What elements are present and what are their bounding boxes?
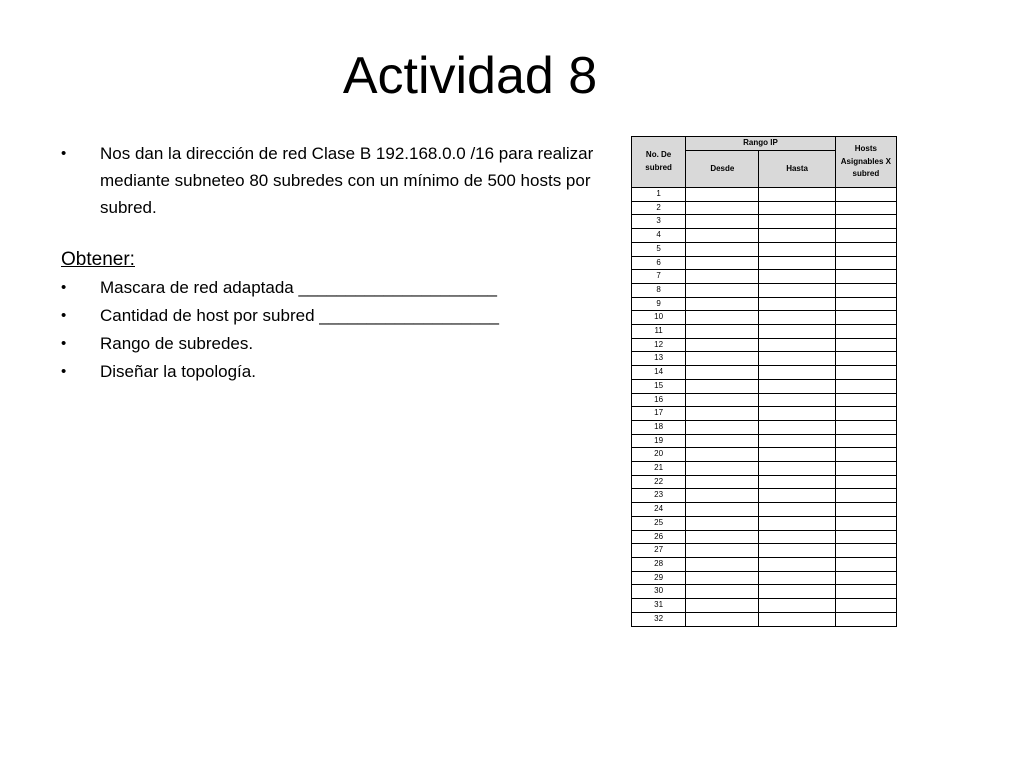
to-cell — [759, 188, 835, 202]
hosts-cell — [835, 379, 896, 393]
from-cell — [686, 188, 759, 202]
from-cell — [686, 448, 759, 462]
table-row — [632, 544, 897, 558]
subnet-number-cell: 28 — [632, 557, 686, 571]
hosts-cell — [835, 215, 896, 229]
hosts-cell — [835, 242, 896, 256]
hosts-cell — [835, 475, 896, 489]
hosts-cell — [835, 544, 896, 558]
hosts-cell — [835, 256, 896, 270]
subnet-number-cell: 26 — [632, 530, 686, 544]
subnet-number-cell: 21 — [632, 462, 686, 476]
table-row — [632, 475, 897, 489]
hosts-cell — [835, 352, 896, 366]
table-row — [632, 311, 897, 325]
obtain-item-text: Rango de subredes. — [100, 334, 254, 353]
hosts-cell — [835, 325, 896, 339]
bullet-dot: • — [61, 307, 67, 324]
hosts-cell — [835, 557, 896, 571]
to-cell — [759, 242, 835, 256]
table-row — [632, 338, 897, 352]
subnet-number-cell: 3 — [632, 215, 686, 229]
obtain-item-hosts — [61, 302, 601, 330]
table-row — [632, 516, 897, 530]
to-cell — [759, 516, 835, 530]
from-cell — [686, 215, 759, 229]
table-row — [632, 571, 897, 585]
from-cell — [686, 283, 759, 297]
subnet-table — [631, 136, 897, 627]
subnet-number-cell: 13 — [632, 352, 686, 366]
subnet-number-cell: 30 — [632, 585, 686, 599]
table-row — [632, 557, 897, 571]
header-subnet-number: No. De subred — [632, 137, 686, 188]
to-cell — [759, 544, 835, 558]
table-row — [632, 325, 897, 339]
from-cell — [686, 612, 759, 626]
subnet-number-cell: 11 — [632, 325, 686, 339]
from-cell — [686, 503, 759, 517]
table-row — [632, 612, 897, 626]
to-cell — [759, 571, 835, 585]
from-cell — [686, 571, 759, 585]
hosts-cell — [835, 585, 896, 599]
subnet-number-cell: 17 — [632, 407, 686, 421]
table-row — [632, 379, 897, 393]
hosts-cell — [835, 489, 896, 503]
table-row — [632, 407, 897, 421]
subnet-number-cell: 9 — [632, 297, 686, 311]
to-cell — [759, 420, 835, 434]
subnet-number-cell: 6 — [632, 256, 686, 270]
to-cell — [759, 448, 835, 462]
table-row — [632, 585, 897, 599]
subnet-number-cell: 10 — [632, 311, 686, 325]
subnet-number-cell: 27 — [632, 544, 686, 558]
from-cell — [686, 297, 759, 311]
obtain-heading — [61, 246, 601, 274]
from-cell — [686, 462, 759, 476]
to-cell — [759, 379, 835, 393]
table-row — [632, 256, 897, 270]
header-assignable-hosts: Hosts Asignables X subred — [835, 137, 896, 188]
to-cell — [759, 256, 835, 270]
obtain-item-text: Cantidad de host por subred ___________________ — [100, 306, 499, 325]
from-cell — [686, 475, 759, 489]
subnet-number-cell: 22 — [632, 475, 686, 489]
table-row — [632, 420, 897, 434]
to-cell — [759, 311, 835, 325]
table-row — [632, 366, 897, 380]
from-cell — [686, 256, 759, 270]
table-row — [632, 201, 897, 215]
table-row — [632, 489, 897, 503]
from-cell — [686, 530, 759, 544]
to-cell — [759, 599, 835, 613]
subnet-number-cell: 32 — [632, 612, 686, 626]
subnet-number-cell: 25 — [632, 516, 686, 530]
subnet-number-cell: 12 — [632, 338, 686, 352]
hosts-cell — [835, 530, 896, 544]
obtain-item-topology — [61, 358, 601, 386]
to-cell — [759, 530, 835, 544]
table-row — [632, 462, 897, 476]
to-cell — [759, 325, 835, 339]
obtain-item-text: Mascara de red adaptada _____________________ — [100, 278, 498, 297]
subnet-number-cell: 7 — [632, 270, 686, 284]
to-cell — [759, 297, 835, 311]
to-cell — [759, 283, 835, 297]
hosts-cell — [835, 311, 896, 325]
slide-title: Actividad 8 — [342, 47, 598, 105]
subnet-number-cell: 4 — [632, 229, 686, 243]
subnet-number-cell: 18 — [632, 420, 686, 434]
hosts-cell — [835, 612, 896, 626]
subnet-number-cell: 2 — [632, 201, 686, 215]
to-cell — [759, 215, 835, 229]
from-cell — [686, 352, 759, 366]
hosts-cell — [835, 516, 896, 530]
header-to: Hasta — [759, 151, 835, 188]
from-cell — [686, 325, 759, 339]
slide-body — [61, 140, 601, 386]
obtain-item-mask — [61, 274, 601, 302]
table-row — [632, 270, 897, 284]
hosts-cell — [835, 462, 896, 476]
table-row — [632, 242, 897, 256]
from-cell — [686, 557, 759, 571]
hosts-cell — [835, 338, 896, 352]
from-cell — [686, 393, 759, 407]
subnet-number-cell: 29 — [632, 571, 686, 585]
from-cell — [686, 229, 759, 243]
from-cell — [686, 544, 759, 558]
obtain-item-range — [61, 330, 601, 358]
from-cell — [686, 585, 759, 599]
from-cell — [686, 420, 759, 434]
to-cell — [759, 229, 835, 243]
hosts-cell — [835, 393, 896, 407]
hosts-cell — [835, 434, 896, 448]
to-cell — [759, 201, 835, 215]
bullet-dot: • — [61, 363, 67, 380]
hosts-cell — [835, 366, 896, 380]
hosts-cell — [835, 270, 896, 284]
from-cell — [686, 366, 759, 380]
hosts-cell — [835, 229, 896, 243]
to-cell — [759, 503, 835, 517]
subnet-number-cell: 14 — [632, 366, 686, 380]
table-row — [632, 229, 897, 243]
table-row — [632, 599, 897, 613]
to-cell — [759, 475, 835, 489]
hosts-cell — [835, 448, 896, 462]
to-cell — [759, 393, 835, 407]
subnet-number-cell: 31 — [632, 599, 686, 613]
table-row — [632, 448, 897, 462]
to-cell — [759, 585, 835, 599]
hosts-cell — [835, 283, 896, 297]
hosts-cell — [835, 188, 896, 202]
table-row — [632, 530, 897, 544]
from-cell — [686, 311, 759, 325]
from-cell — [686, 434, 759, 448]
subnet-number-cell: 23 — [632, 489, 686, 503]
table-row — [632, 215, 897, 229]
from-cell — [686, 516, 759, 530]
table-row — [632, 188, 897, 202]
to-cell — [759, 366, 835, 380]
to-cell — [759, 557, 835, 571]
table-row — [632, 393, 897, 407]
table-row — [632, 283, 897, 297]
bullet-dot: • — [61, 145, 67, 162]
bullet-dot: • — [61, 279, 67, 296]
to-cell — [759, 434, 835, 448]
to-cell — [759, 338, 835, 352]
bullet-dot: • — [61, 335, 67, 352]
subnet-number-cell: 8 — [632, 283, 686, 297]
hosts-cell — [835, 297, 896, 311]
subnet-number-cell: 19 — [632, 434, 686, 448]
to-cell — [759, 489, 835, 503]
from-cell — [686, 599, 759, 613]
hosts-cell — [835, 599, 896, 613]
to-cell — [759, 462, 835, 476]
hosts-cell — [835, 201, 896, 215]
to-cell — [759, 612, 835, 626]
intro-text: Nos dan la dirección de red Clase B 192.168.0.0 /16 para realizar mediante subneteo 80 subredes con un mínimo de 500 hosts por subred. — [100, 144, 594, 217]
table-row — [632, 503, 897, 517]
subnet-table-body — [632, 188, 897, 627]
intro-bullet — [61, 140, 601, 221]
subnet-number-cell: 1 — [632, 188, 686, 202]
to-cell — [759, 270, 835, 284]
from-cell — [686, 270, 759, 284]
subnet-number-cell: 5 — [632, 242, 686, 256]
from-cell — [686, 379, 759, 393]
obtain-heading-text: Obtener: — [61, 249, 135, 270]
table-row — [632, 352, 897, 366]
header-from: Desde — [686, 151, 759, 188]
subnet-number-cell: 16 — [632, 393, 686, 407]
hosts-cell — [835, 571, 896, 585]
to-cell — [759, 352, 835, 366]
subnet-number-cell: 20 — [632, 448, 686, 462]
hosts-cell — [835, 420, 896, 434]
header-ip-range: Rango IP — [686, 137, 836, 151]
table-row — [632, 434, 897, 448]
subnet-number-cell: 24 — [632, 503, 686, 517]
hosts-cell — [835, 503, 896, 517]
hosts-cell — [835, 407, 896, 421]
from-cell — [686, 407, 759, 421]
obtain-list — [61, 274, 601, 386]
obtain-item-text: Diseñar la topología. — [100, 362, 256, 381]
from-cell — [686, 242, 759, 256]
table-row — [632, 297, 897, 311]
from-cell — [686, 489, 759, 503]
to-cell — [759, 407, 835, 421]
from-cell — [686, 338, 759, 352]
subnet-number-cell: 15 — [632, 379, 686, 393]
from-cell — [686, 201, 759, 215]
